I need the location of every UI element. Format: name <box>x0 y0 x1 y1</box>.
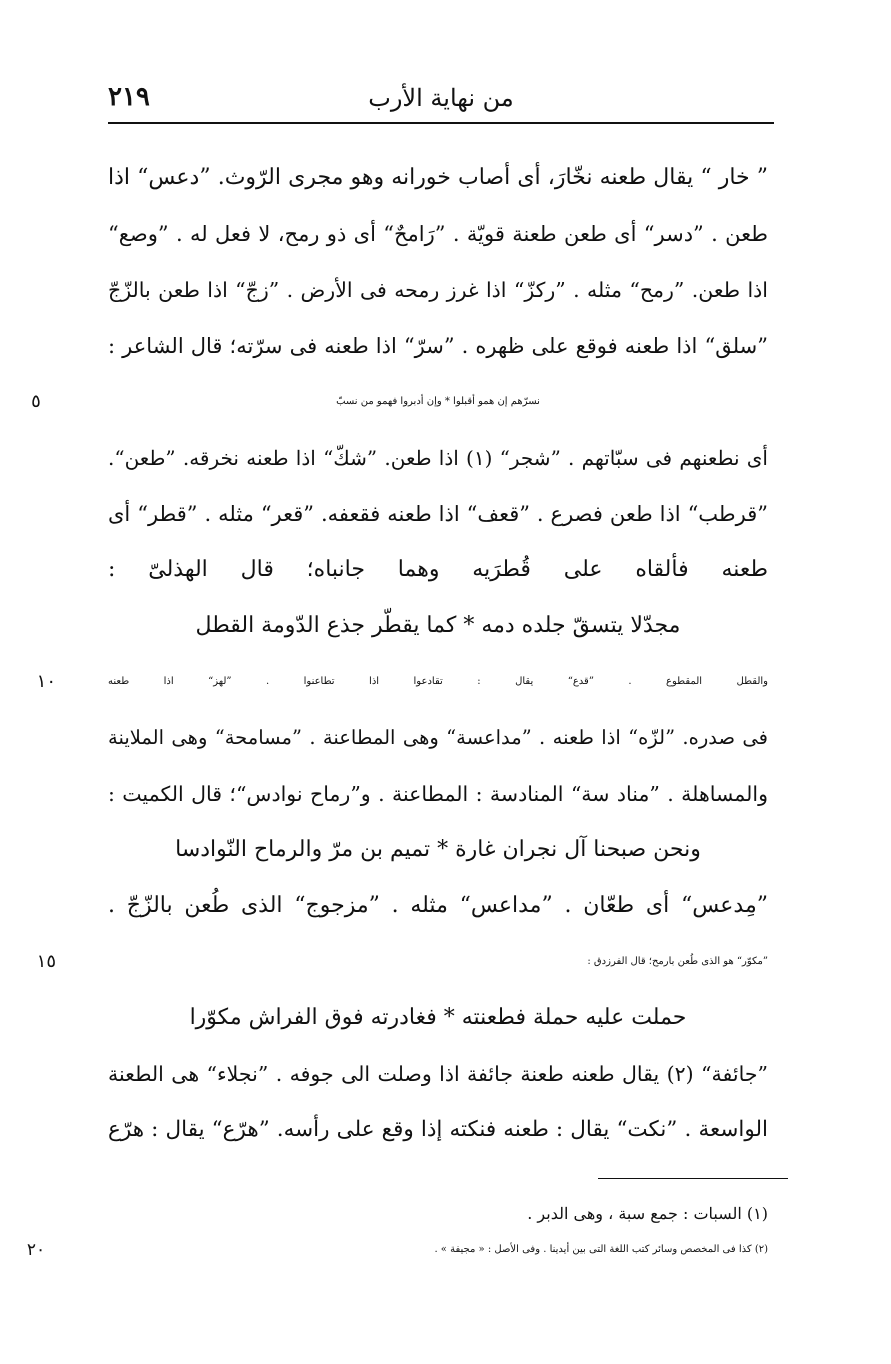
line-text: مجدّلا يتسقّ جلده دمه * كما يقطّر جذع الدّومة القطل <box>195 613 681 638</box>
footnotes <box>26 1196 768 1268</box>
line-text: نسرّهم إن همو أقبلوا * وإن أدبروا فهمو من نسبّ <box>336 396 540 407</box>
text-line <box>108 542 768 598</box>
line-text: ونحن صبحنا آل نجران غارة * تميم بن مرّ والرماح النّوادسا <box>175 837 701 862</box>
line-text: ”مِدعس“ أى طعّان . ”مداعس“ مثله . ”مزجوج“ الذى طُعن بالزّجّ . <box>108 893 768 918</box>
line-text: ”مكوّر“ هو الذى طُعن بارمح؛ قال الفرزدق : <box>587 956 768 967</box>
footnote <box>26 1232 768 1268</box>
body-text <box>31 150 768 1158</box>
footnote <box>108 1196 768 1232</box>
footnote-rule <box>598 1178 788 1179</box>
verse-line <box>31 374 768 430</box>
text-line <box>36 934 768 990</box>
line-text: طعن . ”دسر“ أى طعن طعنة قويّة . ”رَامحٌ“ أى ذو رمح، لا فعل له . ”وصع“ <box>108 222 768 246</box>
line-text: ”سلق“ اذا طعنه فوقع على ظهره . ”سرّ“ اذا طعنه فى سرّته؛ قال الشاعر : <box>108 334 768 358</box>
line-number: ١٠ <box>36 671 56 692</box>
page-number: ٢١٩ <box>108 82 150 112</box>
text-line <box>108 150 768 206</box>
footnote-label: (٢) <box>754 1244 768 1255</box>
verse-line <box>108 598 768 654</box>
footnote-label: (١) <box>746 1204 768 1223</box>
line-number: ٥ <box>31 391 41 412</box>
line-number: ١٥ <box>36 951 56 972</box>
line-text: أى نطعنهم فى سبّاتهم . ”شجر“ (١) اذا طعن. ”شكّ“ اذا طعنه نخرقه. ”طعن“. <box>108 446 768 470</box>
line-number: ٢٠ <box>26 1240 46 1260</box>
line-text: حملت عليه حملة فطعنته * فغادرته فوق الفراش مكوّرا <box>189 1005 687 1030</box>
text-line <box>36 654 768 710</box>
verse-line <box>108 990 768 1046</box>
text-line <box>108 1046 768 1102</box>
text-line <box>108 486 768 542</box>
header-rule <box>108 122 774 124</box>
line-text: ”جائفة“ (٢) يقال طعنه طعنة جائفة اذا وصلت الى جوفه . ”نجلاء“ هى الطعنة <box>108 1062 768 1086</box>
line-text: والقطل المقطوع . ”قدع“ يقال : تقادعوا اذا تطاعنوا . ”لهز“ اذا طعنه <box>108 676 768 687</box>
text-line <box>108 766 768 822</box>
verse-line <box>108 822 768 878</box>
text-line <box>108 318 768 374</box>
footnote-text: كذا فى المخصص وسائر كتب اللغة التى بين أيدينا . وفى الأصل : « مجيفة » . <box>434 1244 752 1255</box>
line-text: الواسعة . ”نكت“ يقال : طعنه فنكته إذا وقع على رأسه. ”هرّع“ يقال : هرّع <box>108 1117 768 1142</box>
line-text: ”قرطب“ اذا طعن فصرع . ”قعف“ اذا طعنه فقعفه. ”قعر“ مثله . ”قطر“ أى <box>108 502 768 526</box>
text-line <box>108 430 768 486</box>
page-header <box>108 78 774 122</box>
footnote-text: السبات : جمع سبة ، وهى الدبر . <box>527 1204 742 1223</box>
line-text: فى صدره. ”لزّه“ اذا طعنه . ”مداعسة“ وهى المطاعنة . ”مسامحة“ وهى الملاينة <box>108 726 768 749</box>
line-text: والمساهلة . ”مناد سة“ المنادسة : المطاعنة . و”رماح نوادس“؛ قال الكميت : <box>108 782 768 806</box>
text-line <box>108 1102 768 1158</box>
line-text: طعنه فألقاه على قُطرَيه وهما جانباه؛ قال الهذلىّ : <box>108 557 768 582</box>
text-line <box>108 206 768 262</box>
running-title: من نهاية الأرب <box>368 84 514 112</box>
line-text: اذا طعن. ”رمح“ مثله . ”ركزّ“ اذا غرز رمحه فى الأرض . ”زجّ“ اذا طعن بالزّجّ <box>108 278 768 302</box>
text-line <box>108 878 768 934</box>
text-line <box>108 262 768 318</box>
text-line <box>108 710 768 766</box>
line-text: ” خار “ يقال طعنه نخّارَ، أى أصاب خورانه وهو مجرى الرّوث. ”دعس“ اذا <box>108 165 768 190</box>
